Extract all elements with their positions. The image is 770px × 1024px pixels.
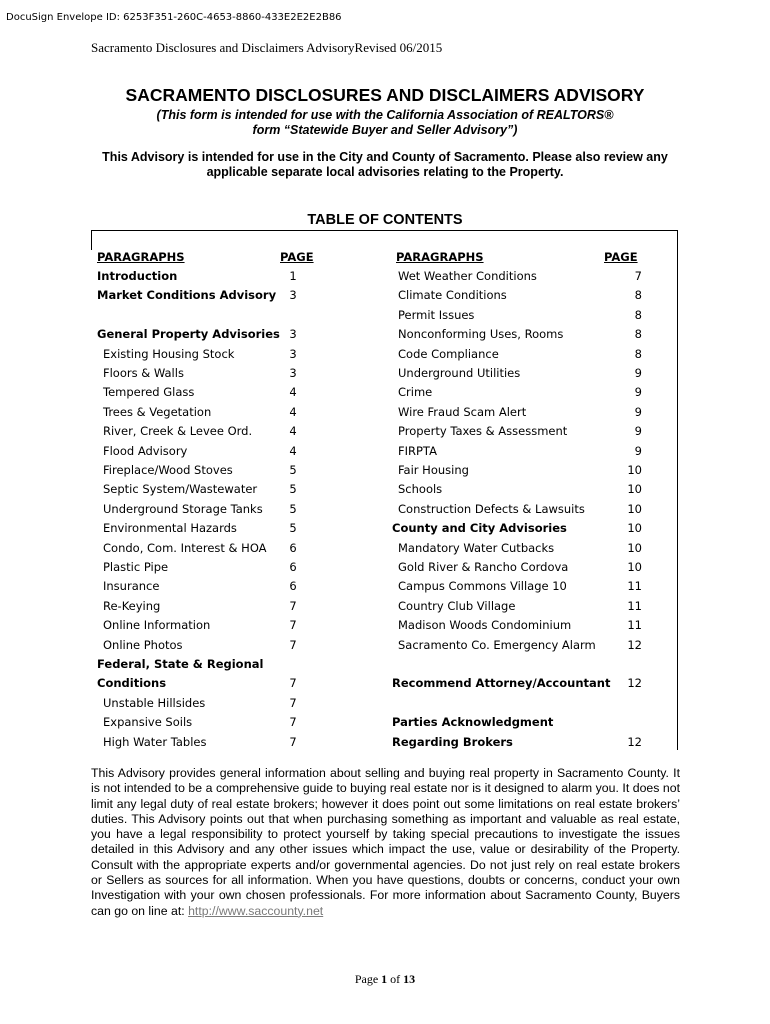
saccounty-link[interactable]: http://www.saccounty.net [188,903,324,918]
page-of: of [390,972,401,986]
toc-entry-label: Schools [398,482,443,497]
toc-entry-page: 4 [289,385,297,400]
toc-entry-label: Flood Advisory [103,443,188,458]
toc-entry-label: General Property Advisories [97,327,280,342]
toc-entry-page: 11 [627,618,642,633]
toc-entry-page: 5 [289,482,297,497]
toc-entry-label: Sacramento Co. Emergency Alarm [398,637,596,652]
toc-entry-label: Fireplace/Wood Stoves [103,463,233,477]
toc-entry-page: 10 [627,463,642,477]
toc-top-rule [91,230,678,231]
toc-entry-label: Campus Commons Village 10 [398,579,567,594]
toc-entry-page: 3 [289,346,297,361]
toc-entry-label: Property Taxes & Assessment [398,424,568,439]
toc-entry-label: River, Creek & Levee Ord. [103,424,253,439]
toc-entry-page: 10 [627,560,642,574]
body-text: This Advisory provides general information about selling and buying real property in Sacramento County. It is not intended to be a comprehensive guide to buying real estate nor is it designed to alarm you. It does not limit any legal duty of real estate brokers; however it does point out some limitations on real estate brokers’ duties. This Advisory points out that when purchasing something as important and valuable as real estate, you have a legal responsibility to protect yourself by taking special precautions to investigate the issues detailed in this Advisory and any other issues which impact the use, value or desirability of the Property. Consult with the appropriate experts and/or governmental agencies. Do not just rely on real estate brokers or Sellers as sources for all information. When you have questions, doubts or concerns, conduct your own Investigation with your own chosen professionals. For more information about Sacramento County, Buyers can go on line at: [91,766,680,918]
toc-entry-page: 6 [289,579,297,594]
toc-left-rule [91,230,92,250]
toc-entry-label: Gold River & Rancho Cordova [398,560,569,574]
toc-entry-label: Re-Keying [103,598,161,613]
toc-entry-label: High Water Tables [103,734,207,749]
toc-right-rule [677,230,678,750]
toc-left-page-header: PAGE [280,250,314,264]
docusign-envelope-id: DocuSign Envelope ID: 6253F351-260C-4653-8860-433E2E2E2B86 [6,12,342,23]
toc-entry-page: 8 [634,288,642,303]
running-header: Sacramento Disclosures and Disclaimers AdvisoryRevised 06/2015 [91,40,443,55]
toc-entry-page: 7 [634,269,642,283]
intro-note [0,150,770,180]
toc-entry-label: Online Information [103,618,211,633]
page-label: Page [354,972,379,986]
toc-entry-label: Market Conditions Advisory [97,288,277,303]
toc-entry-label: Existing Housing Stock [103,346,235,361]
toc-entry-page: 9 [634,366,642,380]
toc-entry-label: Trees & Vegetation [103,404,212,419]
toc-entry-page: 3 [289,366,297,380]
toc-entry-page: 9 [634,443,642,458]
toc-entry-label: Underground Storage Tanks [103,501,263,516]
advisory-body-paragraph [91,766,680,919]
toc-left-header: PARAGRAPHS [97,250,185,264]
toc-entry-page: 4 [289,404,297,419]
toc-entry-page: 7 [289,598,297,613]
toc-entry-label: Parties Acknowledgment [392,715,554,730]
toc-entry-page: 5 [289,463,297,477]
toc-entry-page: 10 [627,482,642,497]
toc-entry-page: 7 [289,695,297,710]
toc-entry-page: 8 [634,307,642,322]
toc-entry-page: 8 [634,346,642,361]
page-total: 13 [403,972,416,986]
toc-entry-page: 10 [627,540,642,555]
toc-entry-label: FIRPTA [398,443,437,458]
toc-entry-page: 6 [289,560,297,574]
toc-entry-label: Wire Fraud Scam Alert [398,404,527,419]
toc-entry-page: 4 [289,424,297,439]
toc-entry-label: Unstable Hillsides [103,695,206,710]
toc-entry-page: 7 [289,715,297,730]
toc-entry-label: Conditions [97,676,167,691]
toc-entry-label: Underground Utilities [398,366,521,380]
toc-entry-page: 10 [627,521,642,536]
toc-entry-label: Construction Defects & Lawsuits [398,501,585,516]
toc-entry-page: 7 [289,676,297,691]
toc-entry-label: Federal, State & Regional [97,657,264,671]
toc-entry-label: Mandatory Water Cutbacks [398,540,555,555]
toc-entry-label: Introduction [97,269,178,283]
document-title: SACRAMENTO DISCLOSURES AND DISCLAIMERS ADVISORY [125,85,645,105]
toc-entry-page: 6 [289,540,297,555]
toc-entry-page: 3 [289,327,297,342]
toc-entry-label: Nonconforming Uses, Rooms [398,327,564,342]
toc-entry-page: 9 [634,385,642,400]
toc-entry-page: 9 [634,424,642,439]
toc-entry-page: 5 [289,521,297,536]
toc-entry-page: 4 [289,443,297,458]
toc-entry-label: Tempered Glass [103,385,195,400]
subtitle-line-2: form “Statewide Buyer and Seller Advisory”) [252,123,518,137]
toc-entry-label: County and City Advisories [392,521,567,536]
toc-entry-label: Septic System/Wastewater [103,482,258,497]
toc-entry-label: Regarding Brokers [392,734,513,749]
toc-entry-label: Country Club Village [398,598,516,613]
toc-entry-page: 8 [634,327,642,342]
toc-entry-page: 7 [289,637,297,652]
toc-right-page-header: PAGE [604,250,638,264]
intro-line-2: applicable separate local advisories relating to the Property. [206,165,564,179]
subtitle-line-1: (This form is intended for use with the California Association of REALTORS® [156,108,614,122]
toc-entry-page: 7 [289,618,297,633]
toc-entry-page: 10 [627,501,642,516]
toc-entry-label: Expansive Soils [103,715,193,730]
toc-entry-label: Condo, Com. Interest & HOA [103,540,267,555]
toc-entry-label: Wet Weather Conditions [398,269,537,283]
toc-entry-label: Insurance [103,579,160,594]
toc-entry-page: 12 [627,734,642,749]
toc-entry-label: Plastic Pipe [103,560,169,574]
toc-entry-page: 5 [289,501,297,516]
toc-entry-label: Crime [398,385,433,400]
toc-title: TABLE OF CONTENTS [307,212,463,228]
toc-entry-page: 7 [289,734,297,749]
toc-entry-page: 1 [289,269,297,283]
toc-entry-label: Floors & Walls [103,366,184,380]
toc-entry-label: Permit Issues [398,307,475,322]
toc-entry-label: Madison Woods Condominium [398,618,572,633]
toc-entry-page: 3 [289,288,297,303]
toc-entry-page: 12 [627,676,642,691]
toc-entry-label: Climate Conditions [398,288,507,303]
page-current: 1 [381,972,388,986]
toc-entry-page: 9 [634,404,642,419]
document-subtitle [0,108,770,138]
toc-entry-label: Recommend Attorney/Accountant [392,676,611,691]
toc-entry-label: Environmental Hazards [103,521,237,536]
toc-entry-page: 12 [627,637,642,652]
page-number [0,972,770,987]
toc-right-header: PARAGRAPHS [396,250,484,264]
toc-entry-label: Online Photos [103,637,183,652]
intro-line-1: This Advisory is intended for use in the City and County of Sacramento. Please also review any [102,150,668,164]
toc-entry-label: Code Compliance [398,346,499,361]
toc-entry-label: Fair Housing [398,463,469,477]
toc-entry-page: 11 [627,598,642,613]
toc-entry-page: 11 [627,579,642,594]
